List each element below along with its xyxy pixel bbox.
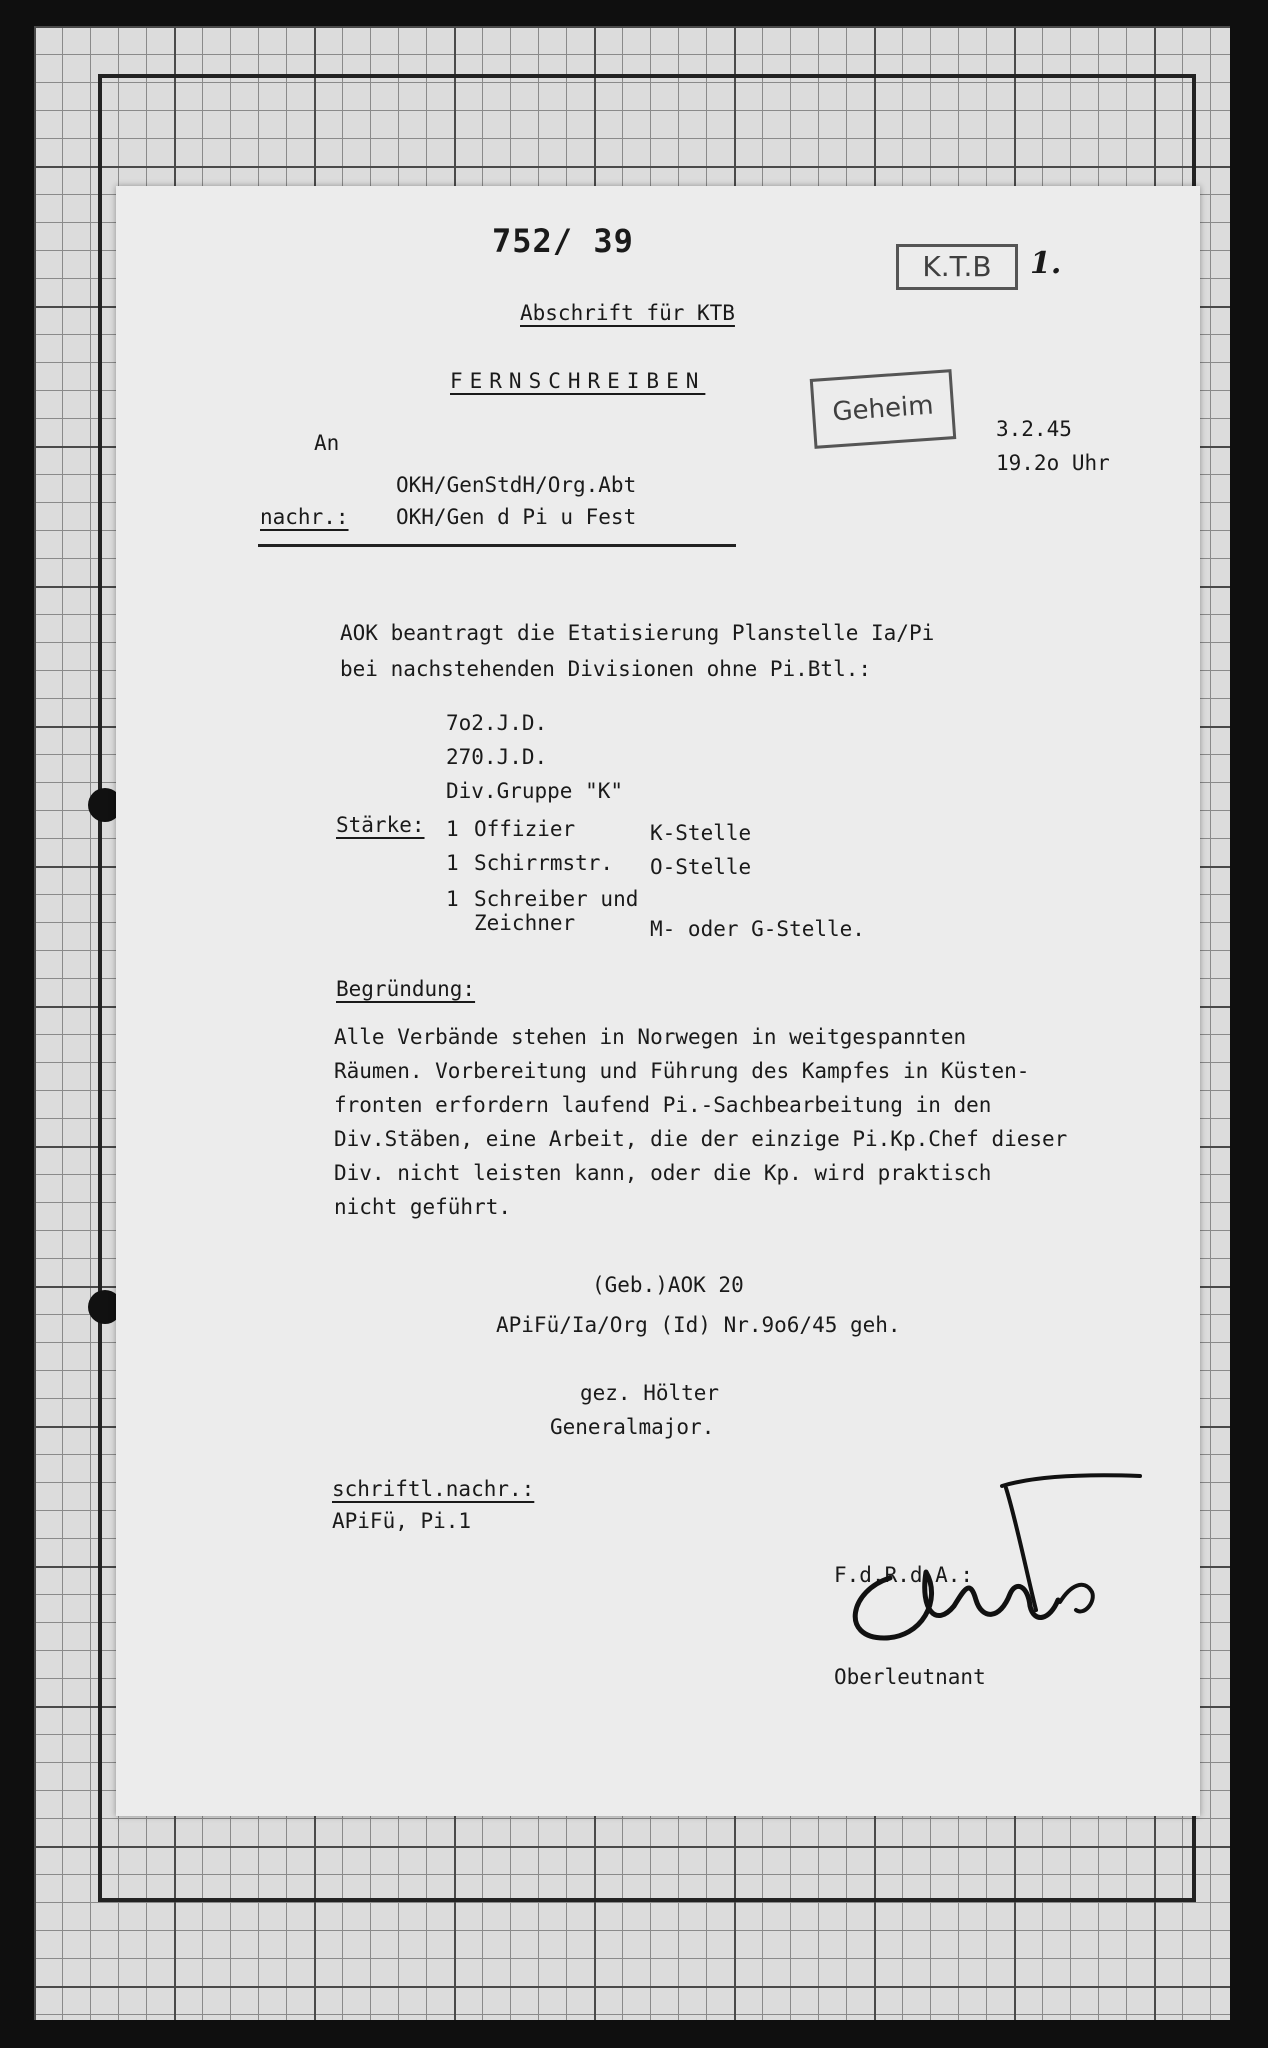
written-cc-label: schriftl.nachr.: — [332, 1477, 535, 1501]
ktb-handwritten-number: 1. — [1030, 246, 1062, 281]
strength-label: Stärke: — [336, 813, 425, 837]
division-item: Div.Gruppe "K" — [446, 779, 624, 803]
division-item: 7o2.J.D. — [446, 711, 548, 735]
telex-title: FERNSCHREIBEN — [450, 369, 706, 393]
secret-stamp: Geheim — [810, 369, 957, 449]
intro-line: AOK beantragt die Etatisierung Planstelle Ia/Pi — [340, 621, 935, 645]
signed-by: gez. Hölter — [580, 1381, 720, 1405]
ktb-stamp: K.T.B — [896, 244, 1018, 290]
reason-line: fronten erfordern laufend Pi.-Sachbearbeitung in den — [334, 1093, 992, 1117]
strength-count: 1 — [446, 851, 459, 875]
signer-rank: Generalmajor. — [550, 1415, 715, 1439]
reason-line: Div.Stäben, eine Arbeit, die der einzige Pi.Kp.Chef dieser — [334, 1127, 1068, 1151]
written-cc: APiFü, Pi.1 — [332, 1509, 472, 1533]
strength-role: Offizier — [474, 817, 576, 841]
reason-label: Begründung: — [336, 977, 476, 1001]
certification-label: F.d.R.d.A.: — [834, 1563, 974, 1587]
reason-line: Div. nicht leisten kann, oder die Kp. wird praktisch — [334, 1161, 992, 1185]
date: 3.2.45 — [996, 417, 1072, 441]
recipient-label: An — [314, 431, 340, 455]
strength-count: 1 — [446, 817, 459, 841]
reference-number: APiFü/Ia/Org (Id) Nr.9o6/45 geh. — [496, 1313, 901, 1337]
strength-role: Schirrmstr. — [474, 851, 614, 875]
copy-note: Abschrift für KTB — [520, 301, 735, 325]
strength-post: M- oder G-Stelle. — [650, 917, 865, 941]
strength-count: 1 — [446, 887, 459, 911]
certifier-rank: Oberleutnant — [834, 1665, 986, 1689]
strength-post: O-Stelle — [650, 855, 752, 879]
division-item: 270.J.D. — [446, 745, 548, 769]
reason-line: nicht geführt. — [334, 1195, 512, 1219]
strength-post: K-Stelle — [650, 821, 752, 845]
handwritten-signature — [830, 1460, 1160, 1660]
cc-label: nachr.: — [260, 505, 349, 529]
strength-role: Zeichner — [474, 911, 576, 935]
address-rule — [258, 544, 736, 547]
strength-role: Schreiber und — [474, 887, 639, 911]
cc-recipient: OKH/Gen d Pi u Fest — [396, 505, 637, 529]
time: 19.2o Uhr — [996, 451, 1110, 475]
document-number: 752/ 39 — [492, 222, 634, 260]
recipient: OKH/GenStdH/Org.Abt — [396, 473, 637, 497]
reason-line: Räumen. Vorbereitung und Führung des Kampfes in Küsten- — [334, 1059, 1030, 1083]
intro-line: bei nachstehenden Divisionen ohne Pi.Btl.: — [340, 657, 872, 681]
reason-line: Alle Verbände stehen in Norwegen in weitgespannten — [334, 1025, 967, 1049]
sender: (Geb.)AOK 20 — [592, 1273, 744, 1297]
